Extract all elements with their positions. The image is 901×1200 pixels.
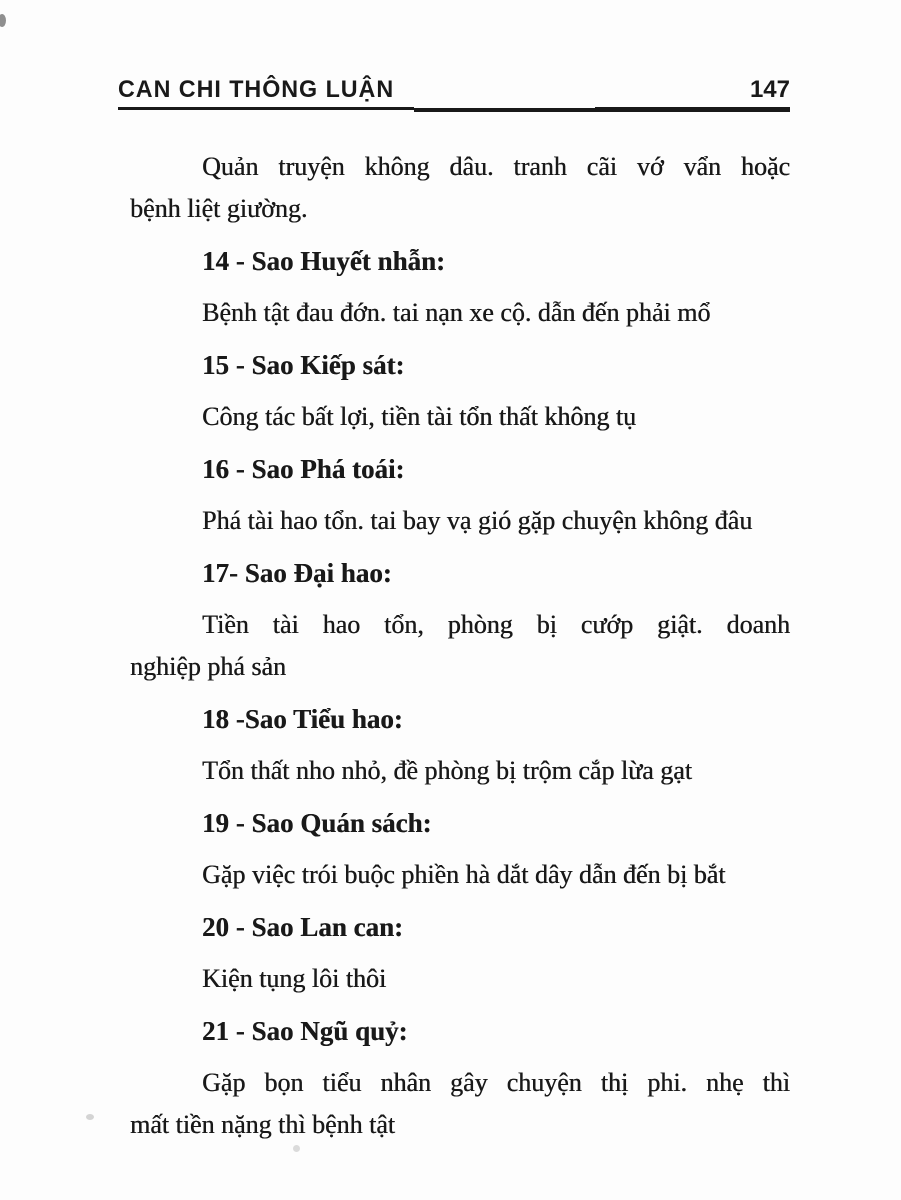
paragraph-line: Tổn thất nho nhỏ, đề phòng bị trộm cắp lừa gạt [202,756,692,785]
section-heading: 17- Sao Đại hao: [202,558,392,588]
section-21-body [130,1062,790,1146]
section-16-body [130,500,790,542]
paragraph-intro [130,146,790,230]
section-heading: 14 - Sao Huyết nhẫn: [202,246,446,276]
section-18 [130,698,790,740]
section-14 [130,240,790,282]
scan-speck [0,14,6,27]
paragraph-line: Gặp việc trói buộc phiền hà dắt dây dẫn đến bị bắt [202,860,726,889]
paragraph-line: Kiện tụng lôi thôi [202,964,387,993]
header-rule-segment [118,107,414,110]
section-heading: 19 - Sao Quán sách: [202,808,432,838]
paragraph-line: Bệnh tật đau đớn. tai nạn xe cộ. dẫn đến phải mổ [202,298,711,327]
paragraph-line: Phá tài hao tổn. tai bay vạ gió gặp chuyện không đâu [202,506,753,535]
paragraph-line: Tiền tài hao tổn, phòng bị cướp giật. doanh [202,610,790,639]
section-19 [130,802,790,844]
scan-speck [86,1114,94,1120]
header-rule-segment [595,107,790,112]
section-15-body [130,396,790,438]
paragraph-line: nghiệp phá sản [130,652,286,681]
section-heading: 18 -Sao Tiểu hao: [202,704,403,734]
page-number: 147 [749,76,790,103]
section-heading: 21 - Sao Ngũ quỷ: [202,1016,408,1046]
section-15 [130,344,790,386]
section-17-body [130,604,790,688]
paragraph-line: mất tiền nặng thì bệnh tật [130,1110,395,1139]
paragraph-line: Công tác bất lợi, tiền tài tổn thất không tụ [202,402,637,431]
section-16 [130,448,790,490]
paragraph-line: Quản truyện không dâu. tranh cãi vớ vẩn hoặc [202,152,790,181]
section-20-body [130,958,790,1000]
section-14-body [130,292,790,334]
section-18-body [130,750,790,792]
header-rule [118,106,790,113]
section-17 [130,552,790,594]
paragraph-line: Gặp bọn tiểu nhân gây chuyện thị phi. nhẹ thì [202,1068,790,1097]
paragraph-line: bệnh liệt giường. [130,194,308,223]
page-content [130,146,790,1156]
section-21 [130,1010,790,1052]
section-20 [130,906,790,948]
running-title: CAN CHI THÔNG LUẬN [118,76,395,103]
section-heading: 16 - Sao Phá toái: [202,454,405,484]
section-19-body [130,854,790,896]
page-header [118,76,790,104]
section-heading: 20 - Sao Lan can: [202,912,404,942]
section-heading: 15 - Sao Kiếp sát: [202,350,405,380]
scan-speck [293,1145,300,1152]
header-rule-segment [414,108,595,112]
